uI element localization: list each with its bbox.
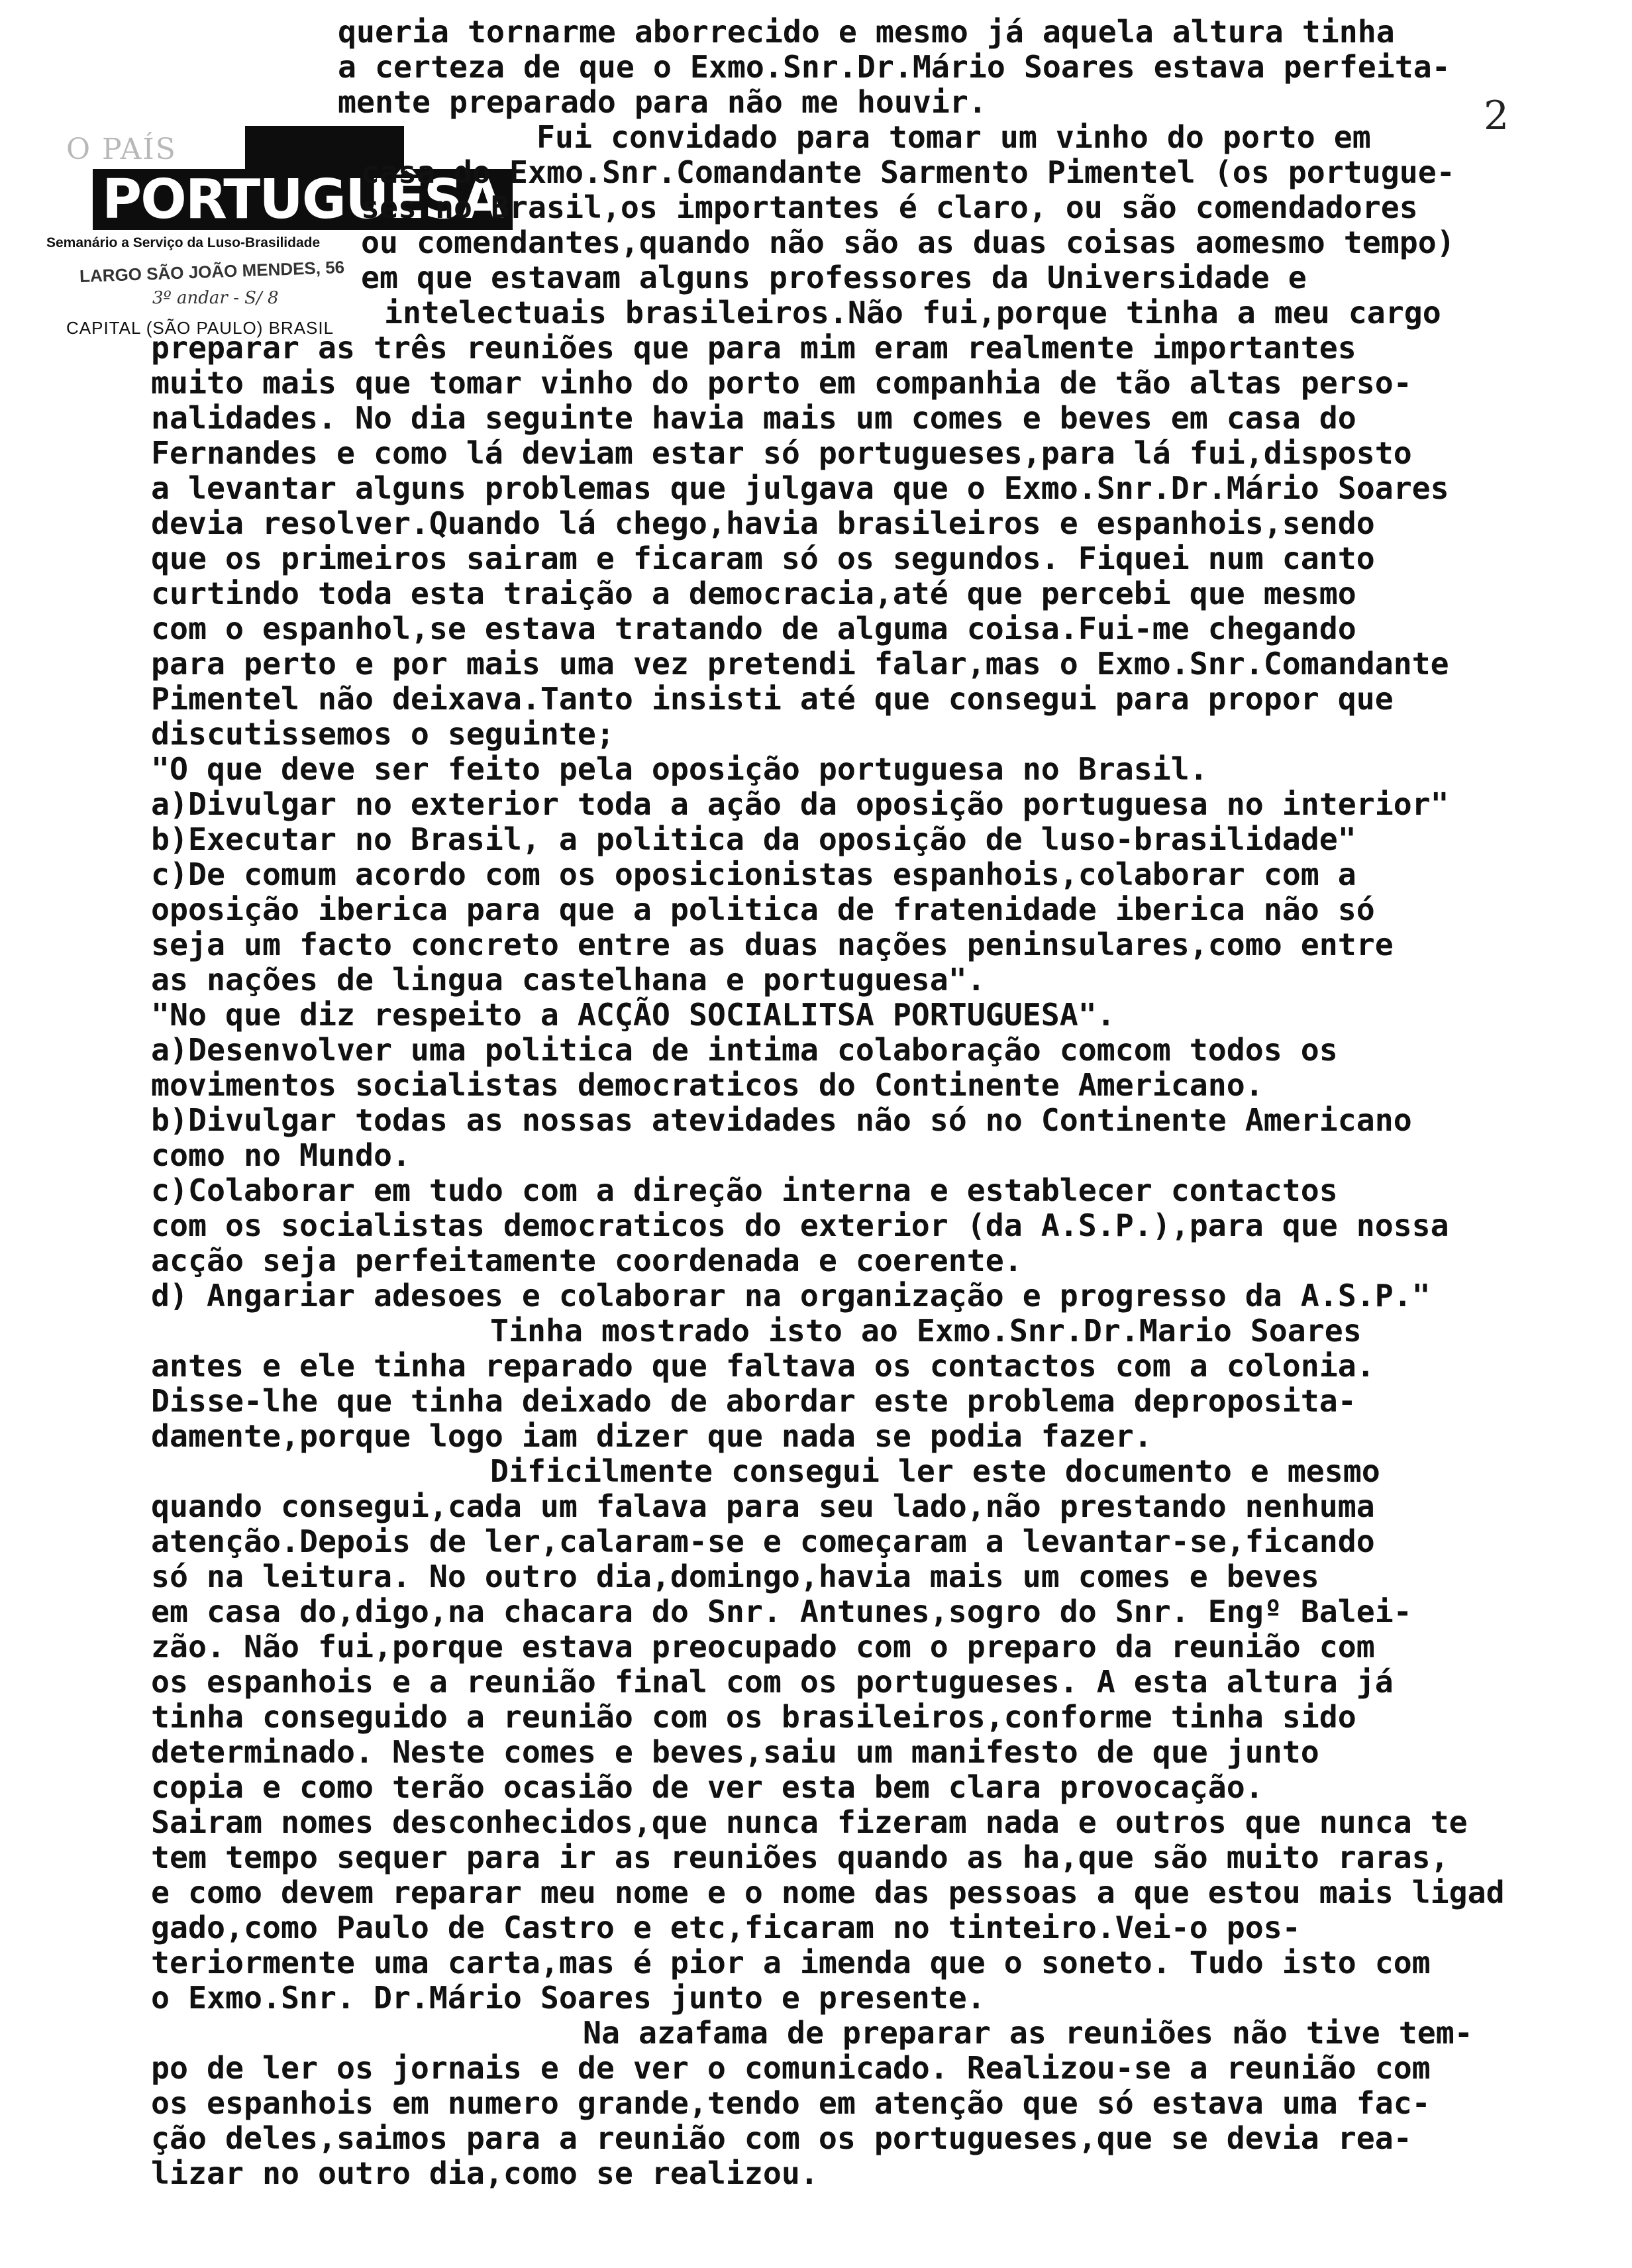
text-line: zão. Não fui,porque estava preocupado com o preparo da reunião com <box>151 1629 1375 1665</box>
letterhead-city: CAPITAL (SÃO PAULO) BRASIL <box>66 318 334 338</box>
text-line: damente,porque logo iam dizer que nada se podia fazer. <box>151 1418 1152 1454</box>
text-line: tinha conseguido a reunião com os brasileiros,conforme tinha sido <box>151 1699 1356 1735</box>
text-line: gado,como Paulo de Castro e etc,ficaram no tinteiro.Vei-o pos- <box>151 1910 1301 1945</box>
text-line: Pimentel não deixava.Tanto insisti até que consegui para propor que <box>151 681 1394 717</box>
text-line: que os primeiros sairam e ficaram só os segundos. Fiquei num canto <box>151 541 1375 576</box>
text-line: o Exmo.Snr. Dr.Mário Soares junto e presente. <box>151 1980 986 2016</box>
text-line: antes e ele tinha reparado que faltava os contactos com a colonia. <box>151 1348 1375 1384</box>
text-line: os espanhois em numero grande,tendo em atenção que só estava uma fac- <box>151 2085 1431 2121</box>
text-line: tem tempo sequer para ir as reuniões quando as ha,que são muito raras, <box>151 1839 1449 1875</box>
text-line: e como devem reparar meu nome e o nome das pessoas a que estou mais ligad <box>151 1875 1505 1910</box>
letterhead-address-handwritten: 3º andar - S/ 8 <box>152 288 279 308</box>
text-line: quando consegui,cada um falava para seu lado,não prestando nenhuma <box>151 1488 1375 1524</box>
page-number: 2 <box>1484 93 1509 139</box>
text-line: ou comendantes,quando não são as duas coisas aomesmo tempo) <box>361 225 1455 260</box>
text-line: b)Executar no Brasil, a politica da oposição de luso-brasilidade" <box>151 821 1356 857</box>
text-line: Dificilmente consegui ler este documento e mesmo <box>490 1453 1380 1489</box>
letterhead-address: LARGO SÃO JOÃO MENDES, 56 <box>79 257 345 286</box>
text-line: como no Mundo. <box>151 1137 411 1173</box>
text-line: queria tornarme aborrecido e mesmo já aquela altura tinha <box>338 14 1395 50</box>
text-line: "No que diz respeito a ACÇÃO SOCIALITSA PORTUGUESA". <box>151 997 1115 1033</box>
text-line: discutissemos o seguinte; <box>151 716 615 752</box>
text-line: a)Desenvolver uma politica de intima colaboração comcom todos os <box>151 1032 1338 1068</box>
text-line: Sairam nomes desconhecidos,que nunca fizeram nada e outros que nunca te <box>151 1804 1468 1840</box>
text-line: curtindo toda esta traição a democracia,até que percebi que mesmo <box>151 576 1356 611</box>
text-line: "O que deve ser feito pela oposição portuguesa no Brasil. <box>151 751 1208 787</box>
text-line: preparar as três reuniões que para mim eram realmente importantes <box>151 330 1356 366</box>
text-line: intelectuais brasileiros.Não fui,porque tinha a meu cargo <box>384 295 1441 331</box>
text-line: casa do Exmo.Snr.Comandante Sarmento Pimentel (os portugue- <box>361 154 1455 190</box>
text-line: atenção.Depois de ler,calaram-se e começaram a levantar-se,ficando <box>151 1523 1375 1559</box>
letterhead-faint-text: O PAÍS <box>66 132 177 166</box>
text-line: teriormente uma carta,mas é pior a imenda que o soneto. Tudo isto com <box>151 1945 1431 1981</box>
text-line: Fui convidado para tomar um vinho do porto em <box>536 119 1371 155</box>
text-line: copia e como terão ocasião de ver esta bem clara provocação. <box>151 1769 1264 1805</box>
text-line: ses no Brasil,os importantes é claro, ou são comendadores <box>361 189 1418 225</box>
text-line: Fernandes e como lá deviam estar só portugueses,para lá fui,disposto <box>151 435 1412 471</box>
text-line: determinado. Neste comes e beves,saiu um manifesto de que junto <box>151 1734 1319 1770</box>
text-line: po de ler os jornais e de ver o comunicado. Realizou-se a reunião com <box>151 2050 1431 2086</box>
text-line: com o espanhol,se estava tratando de alguma coisa.Fui-me chegando <box>151 611 1356 646</box>
text-line: nalidades. No dia seguinte havia mais um comes e beves em casa do <box>151 400 1356 436</box>
text-line: b)Divulgar todas as nossas atevidades não só no Continente Americano <box>151 1102 1412 1138</box>
text-line: Tinha mostrado isto ao Exmo.Snr.Dr.Mario Soares <box>490 1313 1362 1349</box>
text-line: em que estavam alguns professores da Universidade e <box>361 260 1307 295</box>
text-line: mente preparado para não me houvir. <box>338 84 987 120</box>
text-line: a certeza de que o Exmo.Snr.Dr.Mário Soares estava perfeita- <box>338 49 1451 85</box>
text-line: a)Divulgar no exterior toda a ação da oposição portuguesa no interior" <box>151 786 1449 822</box>
text-line: acção seja perfeitamente coordenada e coerente. <box>151 1243 1023 1278</box>
text-line: a levantar alguns problemas que julgava que o Exmo.Snr.Dr.Mário Soares <box>151 470 1449 506</box>
text-line: com os socialistas democraticos do exterior (da A.S.P.),para que nossa <box>151 1208 1449 1243</box>
text-line: devia resolver.Quando lá chego,havia brasileiros e espanhois,sendo <box>151 505 1375 541</box>
text-line: c)Colaborar em tudo com a direção interna e establecer contactos <box>151 1172 1338 1208</box>
text-line: muito mais que tomar vinho do porto em companhia de tão altas perso- <box>151 365 1412 401</box>
text-line: movimentos socialistas democraticos do Continente Americano. <box>151 1067 1264 1103</box>
letterhead-logo: PORTUGUÊSA <box>93 169 513 230</box>
text-line: seja um facto concreto entre as duas nações peninsulares,como entre <box>151 927 1394 962</box>
text-line: para perto e por mais uma vez pretendi falar,mas o Exmo.Snr.Comandante <box>151 646 1449 682</box>
text-line: Na azafama de preparar as reuniões não tive tem- <box>583 2015 1473 2051</box>
text-line: d) Angariar adesoes e colaborar na organização e progresso da A.S.P." <box>151 1278 1431 1314</box>
text-line: só na leitura. No outro dia,domingo,havia mais um comes e beves <box>151 1559 1319 1594</box>
text-line: em casa do,digo,na chacara do Snr. Antunes,sogro do Snr. Engº Balei- <box>151 1594 1412 1629</box>
text-line: c)De comum acordo com os oposicionistas espanhois,colaborar com a <box>151 856 1356 892</box>
text-line: lizar no outro dia,como se realizou. <box>151 2155 819 2191</box>
letterhead-tagline: Semanário a Serviço da Luso-Brasilidade <box>46 235 321 250</box>
text-line: oposição iberica para que a politica de fratenidade iberica não só <box>151 892 1375 927</box>
text-line: Disse-lhe que tinha deixado de abordar este problema deproposita- <box>151 1383 1356 1419</box>
text-line: os espanhois e a reunião final com os portugueses. A esta altura já <box>151 1664 1394 1700</box>
text-line: ção deles,saimos para a reunião com os portugueses,que se devia rea- <box>151 2120 1412 2156</box>
text-line: as nações de lingua castelhana e portuguesa". <box>151 962 986 998</box>
